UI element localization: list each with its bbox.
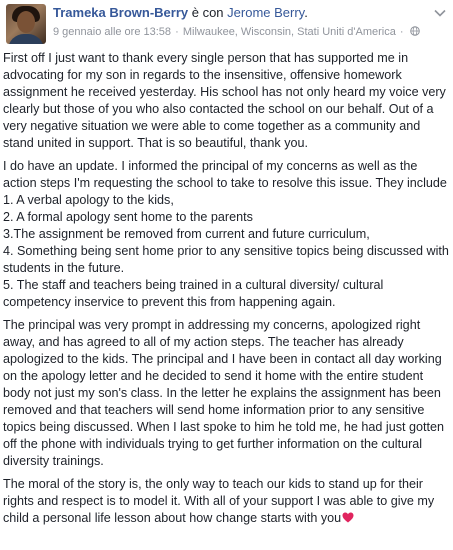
list-item: 5. The staff and teachers being trained in a cultural diversity/ cultural competency inservice to prevent this from happening again. — [3, 278, 384, 309]
post-title-line — [53, 5, 308, 21]
with-text: è con — [188, 5, 228, 20]
post-meta — [53, 25, 420, 39]
avatar[interactable] — [6, 4, 46, 44]
post-paragraph-moral — [3, 476, 450, 527]
post-paragraph-principal: The principal was very prompt in addressing my concerns, apologized right away, and has agreed to all of my action steps. The teacher has already apologized to the kids. The principal and I have been in contact all day working on the apology letter and he decided to send it home with the entire student body not just my son's class. In the letter he explains the assignment has been removed and that teachers will send home information prior to any sensitive topics being discussed. When I last spoke to him he told me, he had just gotten off the phone with individuals trying to get further information on the cultural diversity trainings. — [3, 318, 445, 468]
update-intro: I do have an update. I informed the principal of my concerns as well as the action steps I'm requesting the school to take to resolve this issue. They include — [3, 159, 447, 190]
post-header — [0, 0, 453, 50]
title-suffix: . — [304, 5, 308, 20]
heart-icon — [342, 512, 354, 523]
tagged-friend-link[interactable]: Jerome Berry — [227, 5, 305, 20]
post-paragraph-thanks: First off I just want to thank every single person that has supported me in advocating for my son in regards to the insensitive, offensive homework assignment he received yesterday. His school has not only heard my voice very clearly but those of you who also contacted the school on our behalf. Out of a very negative situation we were able to come together as a community and stand united in support. That is so beautiful, thank you. — [3, 51, 446, 150]
list-item: 3.The assignment be removed from current and future curriculum, — [3, 227, 370, 241]
author-link[interactable]: Trameka Brown-Berry — [53, 5, 189, 20]
globe-icon[interactable] — [410, 26, 420, 36]
post-timestamp[interactable]: 9 gennaio alle ore 13:58 — [53, 26, 172, 38]
meta-separator: · — [399, 26, 404, 38]
post-location[interactable]: Milwaukee, Wisconsin, Stati Uniti d'America — [182, 26, 396, 38]
post-paragraph-update — [3, 158, 450, 311]
post-body — [3, 50, 450, 533]
meta-separator: · — [175, 26, 179, 38]
list-item: 4. Something being sent home prior to any sensitive topics being discussed with students in the future. — [3, 244, 449, 275]
moral-text: The moral of the story is, the only way to teach our kids to stand up for their rights and respect is to model it. With all of your support I was able to give my child a personal life lesson about how change starts with you — [3, 477, 435, 525]
list-item: 2. A formal apology sent home to the parents — [3, 210, 253, 224]
list-item: 1. A verbal apology to the kids, — [3, 193, 174, 207]
chevron-down-icon[interactable] — [434, 9, 446, 17]
